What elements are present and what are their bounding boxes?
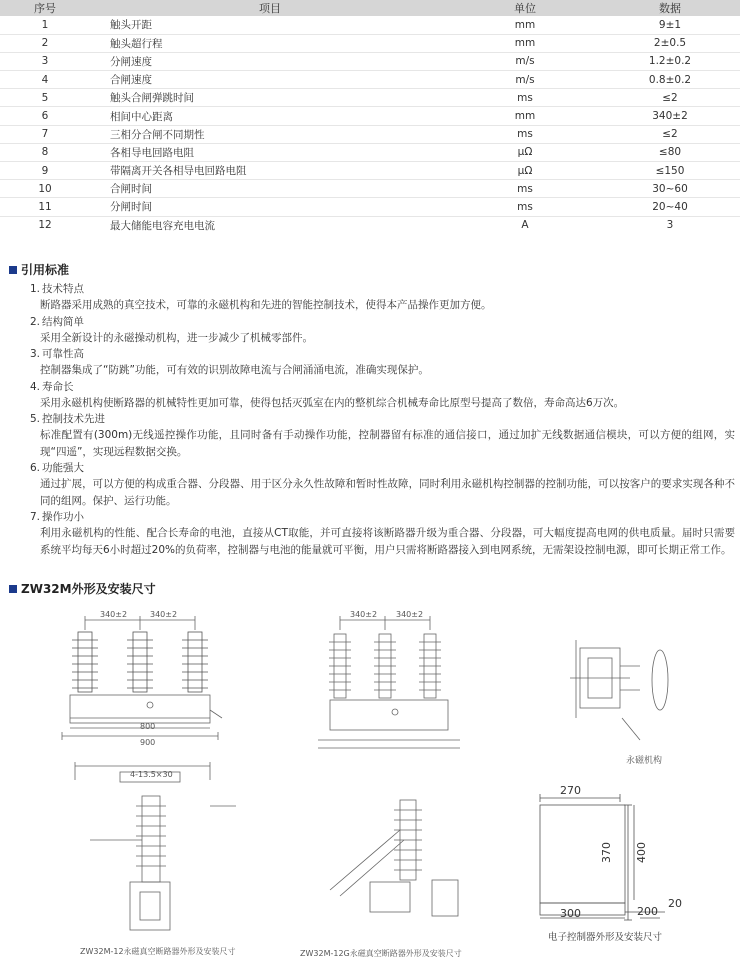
cell-item: 触头开距: [90, 16, 450, 34]
cell-item: 分闸速度: [90, 52, 450, 70]
table-row: [0, 16, 740, 34]
item-title: 功能强大: [42, 462, 84, 474]
section-heading-standards: [9, 261, 69, 278]
list-item: [30, 460, 735, 509]
cell-value: 30~60: [600, 180, 740, 198]
cell-value: 340±2: [600, 107, 740, 125]
cell-unit: m/s: [450, 71, 600, 89]
header-unit: 单位: [450, 0, 600, 16]
section-title: ZW32M外形及安装尺寸: [21, 582, 156, 596]
item-body: 采用永磁机构使断路器的机械特性更加可靠，使得包括灭弧室在内的整机综合机械寿命比原型号提高了数倍，寿命高达6万次。: [40, 396, 625, 409]
item-title: 结构简单: [42, 315, 84, 328]
item-title: 控制技术先进: [42, 413, 105, 425]
magnetic-mechanism-drawing: [570, 640, 668, 740]
breaker-front-drawing: [62, 616, 222, 782]
item-body: 采用全新设计的永磁操动机构，进一步减少了机械零部件。: [40, 331, 313, 344]
table-row: [0, 71, 740, 89]
table-header-row: [0, 0, 740, 16]
table-row: [0, 162, 740, 180]
header-value: 数据: [600, 0, 740, 16]
item-body: 断路器采用成熟的真空技术，可靠的永磁机构和先进的智能控制技术，使得本产品操作更加方便。: [40, 299, 492, 311]
dim-200: 200: [637, 905, 658, 918]
cell-no: 7: [0, 125, 90, 143]
dim-label: 340±2: [100, 610, 128, 619]
cell-no: 5: [0, 89, 90, 107]
list-item: [30, 411, 735, 460]
section-heading-dimensions: [9, 580, 156, 597]
cell-no: 2: [0, 34, 90, 52]
cell-item: 最大储能电容充电电流: [110, 219, 215, 232]
cell-unit: μΩ: [450, 143, 600, 161]
cell-value: 2±0.5: [600, 34, 740, 52]
breaker-isolator-drawing: [318, 616, 460, 748]
feature-list: [30, 281, 735, 558]
breaker-side-drawing: [90, 796, 236, 930]
spec-table: [0, 0, 740, 234]
list-item: [30, 346, 735, 379]
cell-no: 12: [38, 219, 52, 232]
dim-270: 270: [560, 784, 581, 797]
dim-label: 340±2: [396, 610, 424, 619]
table-row: [0, 216, 740, 234]
cell-unit: ms: [450, 180, 600, 198]
caption-controller: 电子控制器外形及安装尺寸: [548, 932, 663, 943]
dim-370: 370: [600, 842, 613, 863]
caption-mechanism: 永磁机构: [626, 756, 663, 766]
cell-value: 3: [666, 219, 674, 232]
dim-label: 800: [140, 722, 156, 731]
header-no: 序号: [0, 0, 90, 16]
cell-value: ≤2: [600, 89, 740, 107]
cell-unit: mm: [450, 16, 600, 34]
dim-label: 4-13.5×30: [130, 770, 173, 779]
table-row: [0, 89, 740, 107]
item-title: 寿命长: [42, 380, 74, 393]
item-body: 通过扩展，可以方便的构成重合器、分段器、用于区分永久性故障和暂时性故障，同时利用永磁机构控制器的控制功能，可以按客户的要求实现各种不同的组网。保护、运行功能。: [40, 478, 735, 507]
caption-breaker: ZW32M-12永磁真空断路器外形及安装尺寸: [80, 947, 236, 956]
cell-value: 0.8±0.2: [600, 71, 740, 89]
square-bullet-icon: [9, 266, 17, 274]
cell-no: 8: [0, 143, 90, 161]
dim-20: 20: [668, 897, 682, 910]
table-row: [0, 198, 740, 216]
cell-value: ≤80: [600, 143, 740, 161]
item-title: 技术特点: [42, 283, 84, 295]
item-number: 1.: [30, 283, 41, 295]
dim-label: 340±2: [350, 610, 378, 619]
table-row: [0, 125, 740, 143]
cell-unit: m/s: [450, 52, 600, 70]
section-title: 引用标准: [21, 263, 70, 277]
cell-no: 1: [0, 16, 90, 34]
table-row: [0, 34, 740, 52]
item-number: 7.: [30, 511, 41, 523]
dim-300: 300: [560, 907, 581, 920]
cell-unit: ms: [450, 198, 600, 216]
cell-no: 6: [0, 107, 90, 125]
cell-unit: mm: [450, 107, 600, 125]
list-item: [30, 281, 735, 314]
item-number: 6.: [30, 462, 41, 474]
cell-item: 三相分合闸不同期性: [90, 125, 450, 143]
table-row: [0, 107, 740, 125]
cell-no: 11: [0, 198, 90, 216]
table-row: [0, 143, 740, 161]
item-number: 3.: [30, 348, 41, 360]
table-row: [0, 180, 740, 198]
list-item: [30, 509, 735, 558]
cell-item: 触头合闸弹跳时间: [90, 89, 450, 107]
cell-value: 20~40: [600, 198, 740, 216]
item-title: 可靠性高: [42, 348, 84, 360]
cell-item: 分闸时间: [90, 198, 450, 216]
header-item: 项目: [90, 0, 450, 16]
cell-unit: μΩ: [450, 162, 600, 180]
square-bullet-icon: [9, 585, 17, 593]
list-item: [30, 314, 735, 347]
cell-item: 带隔离开关各相导电回路电阻: [90, 162, 450, 180]
cell-no: 9: [0, 162, 90, 180]
cell-no: 3: [0, 52, 90, 70]
cell-item: 相间中心距离: [90, 107, 450, 125]
dim-label: 340±2: [150, 610, 178, 619]
item-body: 利用永磁机构的性能、配合长寿命的电池，直接从CT取能，并可直接将该断路器升级为重合器、分段器，可大幅度提高电网的供电质量。届时只需要系统平均每天6小时超过20%的负荷率，控制器与电池的能量就可平衡，用户只需将断路器接入到电网系统，无需架设控制电源，即可长期正常工作。: [40, 527, 735, 556]
item-body: 标准配置有(300m)无线遥控操作功能，且同时备有手动操作功能，控制器留有标准的通信接口，通过加扩无线数据通信模块，可以方便的组网，实现“四遥”，实现远程数据交换。: [40, 429, 735, 458]
cell-unit: ms: [450, 89, 600, 107]
cell-unit: A: [521, 219, 529, 232]
cell-item: 触头超行程: [90, 34, 450, 52]
table-row: [0, 52, 740, 70]
item-body: 控制器集成了“防跳”功能，可有效的识别故障电流与合闸涌涌电流，准确实现保护。: [40, 364, 429, 376]
cell-item: 合闸速度: [90, 71, 450, 89]
cell-value: 1.2±0.2: [600, 52, 740, 70]
cell-value: 9±1: [600, 16, 740, 34]
caption-breaker-isolator: ZW32M-12G永磁真空断路器外形及安装尺寸: [300, 949, 462, 958]
list-item: [30, 379, 735, 412]
cell-unit: mm: [450, 34, 600, 52]
technical-drawings: [0, 600, 740, 959]
cell-value: ≤2: [600, 125, 740, 143]
dim-400: 400: [635, 842, 648, 863]
cell-no: 4: [0, 71, 90, 89]
item-number: 2.: [30, 315, 41, 328]
item-number: 5.: [30, 413, 41, 425]
cell-no: 10: [0, 180, 90, 198]
drawings-svg: [0, 600, 740, 959]
cell-item: 各相导电回路电阻: [90, 143, 450, 161]
cell-value: ≤150: [600, 162, 740, 180]
breaker-isolator-side-drawing: [330, 800, 458, 916]
dim-label: 900: [140, 738, 156, 747]
cell-item: 合闸时间: [90, 180, 450, 198]
item-number: 4.: [30, 380, 41, 393]
item-title: 操作功小: [42, 511, 84, 523]
cell-unit: ms: [450, 125, 600, 143]
